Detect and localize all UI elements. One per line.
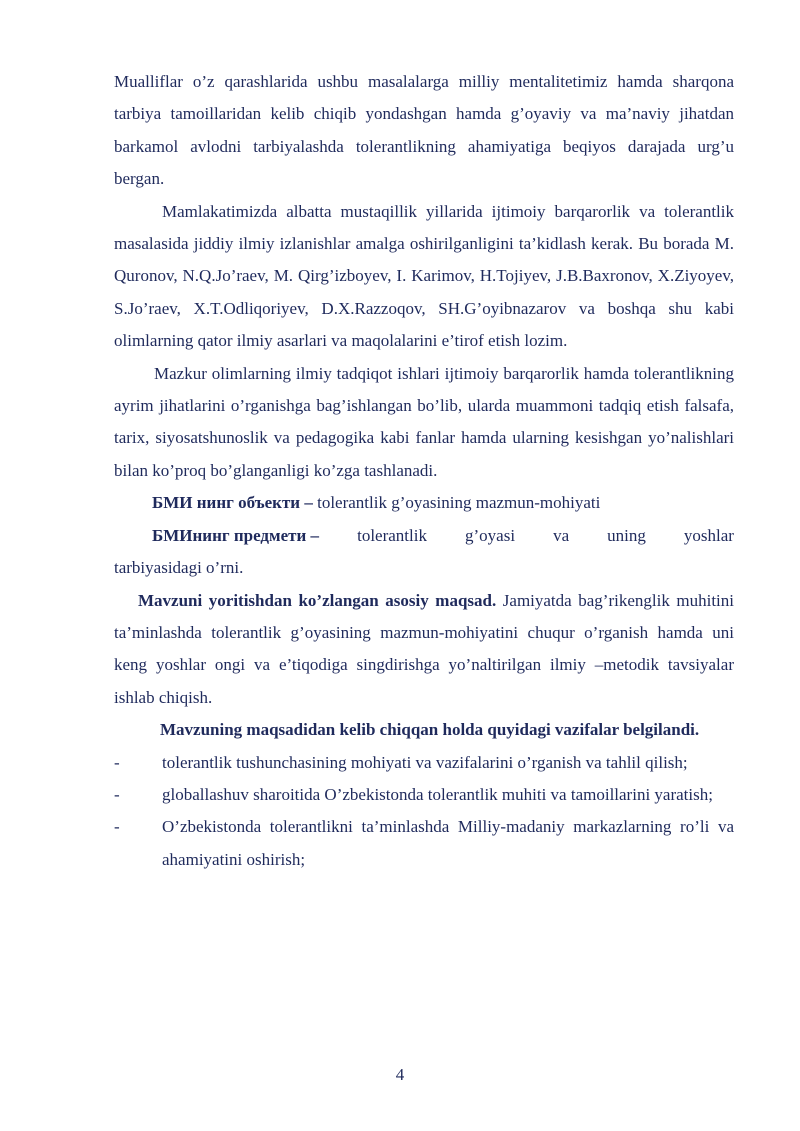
research-subject-label: БМИнинг предмети – bbox=[152, 525, 320, 545]
list-item bbox=[114, 811, 734, 876]
page-content bbox=[114, 66, 734, 876]
list-dash: - bbox=[114, 817, 120, 837]
tasks-heading: Mavzuning maqsadidan kelib chiqqan holda quyidagi vazifalar belgilandi. bbox=[160, 720, 700, 740]
research-object bbox=[114, 487, 734, 519]
list-item bbox=[114, 747, 734, 779]
list-dash: - bbox=[114, 752, 120, 772]
research-subject-word: g’oyasi bbox=[465, 525, 516, 545]
research-goal bbox=[114, 585, 734, 715]
list-item bbox=[114, 779, 734, 811]
research-subject-word: va bbox=[553, 525, 570, 545]
research-goal-label: Mavzuni yoritishdan ko’zlangan asosiy maqsad. bbox=[138, 590, 497, 610]
research-subject-word: tolerantlik bbox=[357, 525, 427, 545]
research-subject-word: yoshlar bbox=[683, 525, 734, 545]
list-item-text: globallashuv sharoitida O’zbekistonda tolerantlik muhiti va tamoillarini yaratish; bbox=[162, 784, 713, 804]
page-number: 4 bbox=[395, 1065, 405, 1084]
paragraph-research-focus: Mazkur olimlarning ilmiy tadqiqot ishlari ijtimoiy barqarorlik hamda tolerantlikning ayrim jihatlarini o’rganishga bag’ishlangan bo’lib, ularda muammoni tadqiq etish falsafa, tarix, siyosatshunoslik va pedagogika kabi fanlar hamda ularning kesishgan yo’nalishlari bilan ko’proq bo’glanganligi ko’zga tashlanadi. bbox=[114, 363, 734, 480]
research-object-text: tolerantlik g’oyasining mazmun-mohiyati bbox=[317, 493, 601, 513]
paragraph-research-overview: Mamlakatimizda albatta mustaqillik yillarida ijtimoiy barqarorlik va tolerantlik masalasida jiddiy ilmiy izlanishlar amalga oshirilganligini ta’kidlash kerak. Bu borada M. Quronov, N.Q.Jo’raev, M. Qirg’izboyev, I. Karimov, H.Tojiyev, J.B.Baxronov, X.Ziyoyev, S.Jo’raev, X.T.Odliqoriyev, D.X.Razzoqov, SH.G’oyibnazarov va boshqa shu kabi olimlarning qator ilmiy asarlari va maqolalarini e’tirof etish lozim. bbox=[114, 201, 734, 351]
research-goal-text: Jamiyatda bag’rikenglik muhitini ta’minlashda tolerantlik g’oyasining mazmun-mohiyatini chuqur o’rganish hamda uni keng yoshlar ongi va e’tiqodiga singdirishga yo’naltirilgan ilmiy –metodik tavsiyalar ishlab chiqish. bbox=[114, 590, 734, 707]
research-object-label: БМИ нинг объекти – bbox=[152, 493, 313, 513]
research-subject bbox=[114, 520, 734, 552]
list-item-text: tolerantlik tushunchasining mohiyati va vazifalarini o’rganish va tahlil qilish; bbox=[162, 752, 688, 772]
research-subject-word: uning bbox=[607, 525, 646, 545]
list-dash: - bbox=[114, 784, 120, 804]
list-item-text: O’zbekistonda tolerantlikni ta’minlashda Milliy-madaniy markazlarning ro’li va ahamiyatini oshirish; bbox=[162, 817, 734, 869]
paragraph-authors-views: Mualliflar o’z qarashlarida ushbu masalalarga milliy mentalitetimiz hamda sharqona tarbiya tamoillaridan kelib chiqib yondashgan hamda g’oyaviy va ma’naviy jihatdan barkamol avlodni tarbiyalashda tolerantlikning ahamiyatiga beqiyos darajada urg’u bergan. bbox=[114, 72, 734, 189]
research-subject-continuation: tarbiyasidagi o’rni. bbox=[114, 558, 244, 578]
